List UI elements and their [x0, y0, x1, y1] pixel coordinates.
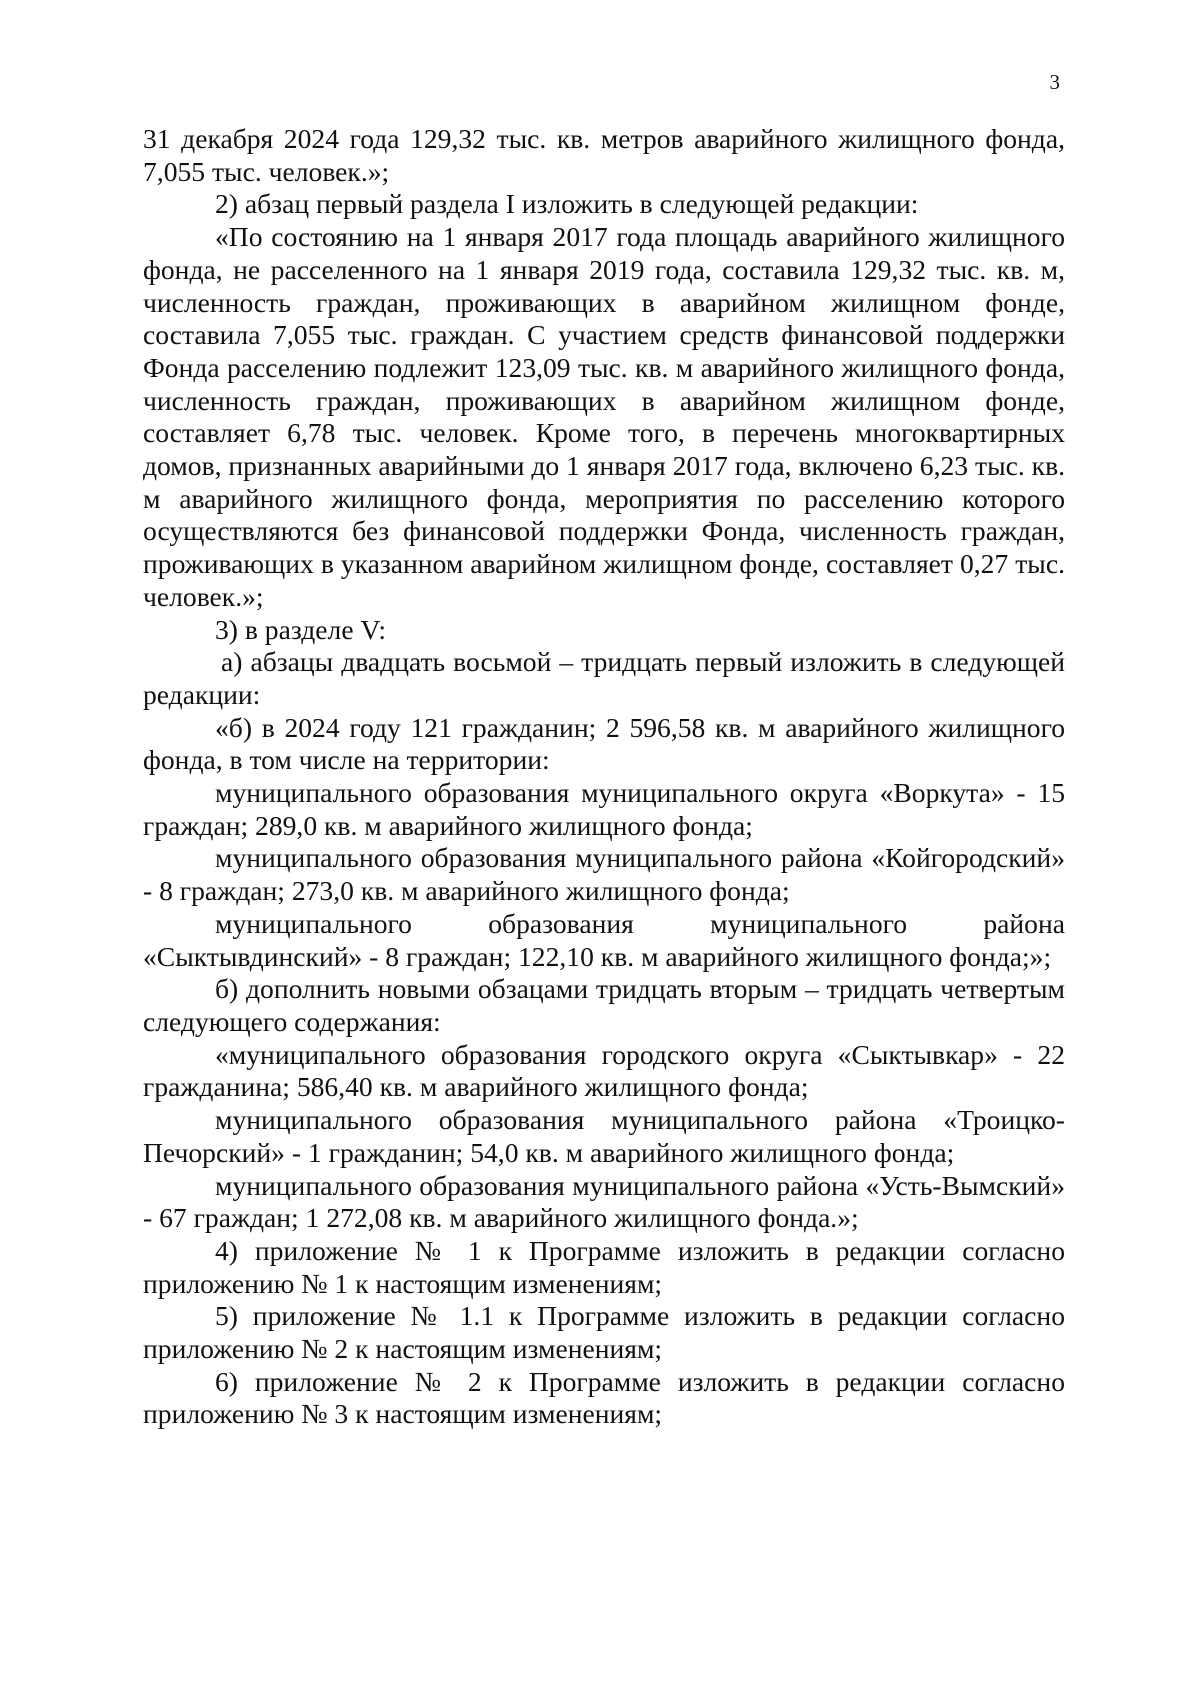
paragraph-syktyvkar: «муниципального образования городского округа «Сыктывкар» - 22 гражданина; 586,40 кв. м аварийного жилищного фонда; — [143, 1038, 1065, 1103]
paragraph-syktyvdinsky: муниципального образования муниципального района «Сыктывдинский» - 8 граждан; 122,10 кв. м аварийного жилищного фонда;»; — [143, 907, 1065, 972]
paragraph-item-2: 2) абзац первый раздела I изложить в следующей редакции: — [215, 188, 919, 220]
paragraph-year-2024: «б) в 2024 году 121 гражданин; 2 596,58 кв. м аварийного жилищного фонда, в том числе на территории: — [143, 711, 1065, 776]
paragraph-item-5: 5) приложение № 1.1 к Программе изложить в редакции согласно приложению № 2 к настоящим изменениям; — [143, 1300, 1065, 1365]
page-number: 3 — [1049, 70, 1060, 94]
paragraph-item-3: 3) в разделе V: — [215, 613, 387, 645]
paragraph-continuation: 31 декабря 2024 года 129,32 тыс. кв. метров аварийного жилищного фонда, 7,055 тыс. человек.»; — [143, 123, 1065, 187]
paragraph-vorkuta: муниципального образования муниципального округа «Воркута» - 15 граждан; 289,0 кв. м аварийного жилищного фонда; — [143, 777, 1065, 841]
paragraph-ust-vymsky: муниципального образования муниципального района «Усть-Вымский» - 67 граждан; 1 272,08 кв. м аварийного жилищного фонда.»; — [143, 1169, 1065, 1234]
paragraph-section-1-text: «По состоянию на 1 января 2017 года площадь аварийного жилищного фонда, не расселенного на 1 января 2019 года, составила 129,32 тыс. кв. м, численность граждан, проживающих в аварийном жилищном фонде, составила 7,055 тыс. граждан. С участием средств финансовой поддержки Фонда расселению подлежит 123,09 тыс. кв. м аварийного жилищного фонда, численность граждан, проживающих в аварийном жилищном фонде, составляет 6,78 тыс. человек. Кроме того, в перечень многоквартирных домов, признанных аварийными до 1 января 2017 года, включено 6,23 тыс. кв. м аварийного жилищного фонда, мероприятия по расселению которого осуществляются без финансовой поддержки Фонда, численность граждан, проживающих в указанном аварийном жилищном фонде, составляет 0,27 тыс. человек.»; — [143, 221, 1065, 612]
paragraph-troitsko-pechorsky: муниципального образования муниципального района «Троицко-Печорский» - 1 гражданин; 54,0 кв. м аварийного жилищного фонда; — [143, 1104, 1065, 1168]
paragraph-subitem-a: а) абзацы двадцать восьмой – тридцать первый изложить в следующей редакции: — [143, 646, 1065, 710]
paragraph-koygorodsky: муниципального образования муниципального района «Койгородский» - 8 граждан; 273,0 кв. м аварийного жилищного фонда; — [143, 842, 1065, 907]
paragraph-item-6: 6) приложение № 2 к Программе изложить в редакции согласно приложению № 3 к настоящим изменениям; — [143, 1365, 1065, 1430]
paragraph-subitem-b: б) дополнить новыми обзацами тридцать вторым – тридцать четвертым следующего содержания: — [143, 973, 1065, 1037]
paragraph-item-4: 4) приложение № 1 к Программе изложить в редакции согласно приложению № 1 к настоящим изменениям; — [143, 1234, 1065, 1299]
document-body — [143, 123, 1065, 1431]
